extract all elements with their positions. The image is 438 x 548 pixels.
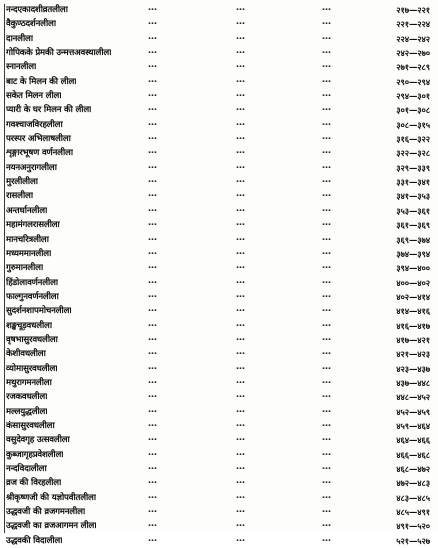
dot-leader: … xyxy=(148,261,158,272)
entry-title: मध्यममानलीला xyxy=(6,248,52,259)
dot-leader: … xyxy=(322,218,332,229)
dot-leader: … xyxy=(236,146,246,157)
entry-title: नयनअनुरागलीला xyxy=(6,162,57,173)
entry-page-range: ४८३—४८५ xyxy=(396,492,430,503)
dot-leader: … xyxy=(148,3,158,13)
entry-page-range: ४९१—५२० xyxy=(396,521,430,532)
entry-title: रासलीला xyxy=(6,191,33,202)
dot-leader: … xyxy=(148,132,158,143)
dot-leader: … xyxy=(322,175,332,186)
entry-title: केशीवधलीला xyxy=(6,349,46,360)
dot-leader: … xyxy=(148,103,158,114)
dot-leader: … xyxy=(236,89,246,100)
dot-leader: … xyxy=(148,519,158,530)
toc-entry xyxy=(6,132,434,146)
dot-leader: … xyxy=(236,347,246,358)
dot-leader: … xyxy=(236,462,246,472)
dot-leader: … xyxy=(322,3,332,13)
dot-leader: … xyxy=(148,74,158,85)
entry-title: कंसासुरवधलीला xyxy=(6,420,55,431)
entry-page-range: ३२२—३२८ xyxy=(396,148,430,159)
dot-leader: … xyxy=(236,390,246,401)
toc-entry xyxy=(6,204,434,218)
toc-entry xyxy=(6,89,434,103)
dot-leader: … xyxy=(322,160,332,171)
toc-entry xyxy=(6,60,434,74)
entry-page-range: ४६८—४७२ xyxy=(396,464,430,474)
dot-leader: … xyxy=(148,505,158,516)
dot-leader: … xyxy=(148,232,158,243)
entry-title: उद्धवकी विदालीला xyxy=(6,535,63,546)
entry-page-range: ४५९—४६४ xyxy=(396,420,430,431)
dot-leader: … xyxy=(148,332,158,343)
dot-leader: … xyxy=(236,103,246,114)
entry-page-range: ४८५—४९१ xyxy=(396,507,430,518)
dot-leader: … xyxy=(236,318,246,329)
toc-entry xyxy=(6,462,434,476)
dot-leader: … xyxy=(148,318,158,329)
dot-leader: … xyxy=(322,103,332,114)
entry-title: मुरलीलीला xyxy=(6,177,38,188)
toc-entry xyxy=(6,276,434,290)
toc-entry xyxy=(6,75,434,89)
entry-page-range: ३१६—३२२ xyxy=(396,134,430,145)
entry-page-range: ३६१—३६९ xyxy=(396,220,430,231)
toc-entry xyxy=(6,46,434,60)
dot-leader: … xyxy=(148,146,158,157)
entry-title: मानचरित्रलीला xyxy=(6,234,49,245)
dot-leader: … xyxy=(236,117,246,128)
entry-title: गवश्चाजविरहलीला xyxy=(6,119,63,130)
dot-leader: … xyxy=(148,189,158,200)
entry-page-range: ३६९—३७४ xyxy=(396,234,430,245)
entry-page-range: ४६४—४६६ xyxy=(396,435,430,446)
dot-leader: … xyxy=(148,347,158,358)
toc-entry xyxy=(6,17,434,31)
entry-title: रजकवधलीला xyxy=(6,392,48,403)
entry-title: फाल्गुनवर्णनलीला xyxy=(6,291,59,302)
toc-entry xyxy=(6,534,434,548)
entry-title: व्योमासुरवधलीला xyxy=(6,363,58,374)
entry-title: नन्दएकादशीव्रतलीला xyxy=(6,5,68,15)
toc-entry xyxy=(6,118,434,132)
dot-leader: … xyxy=(322,146,332,157)
toc-entry xyxy=(6,333,434,347)
toc-entry xyxy=(6,103,434,117)
toc-entry xyxy=(6,218,434,232)
entry-title: प्यारी के घर मिलन की लीला xyxy=(6,105,92,116)
page-edge-line xyxy=(4,4,5,533)
toc-entry xyxy=(6,405,434,419)
toc-entry xyxy=(6,433,434,447)
dot-leader: … xyxy=(236,275,246,286)
dot-leader: … xyxy=(322,304,332,315)
dot-leader: … xyxy=(236,232,246,243)
toc-entry xyxy=(6,261,434,275)
dot-leader: … xyxy=(322,375,332,386)
dot-leader: … xyxy=(148,447,158,458)
table-of-contents xyxy=(6,3,434,548)
dot-leader: … xyxy=(148,46,158,57)
dot-leader: … xyxy=(322,505,332,516)
entry-title: बाट के मिलन की लीला xyxy=(6,76,77,87)
entry-page-range: ३७४—३९४ xyxy=(396,248,430,259)
entry-title: सकेत मिलन लीला xyxy=(6,91,62,102)
toc-entry xyxy=(6,189,434,203)
dot-leader: … xyxy=(236,404,246,415)
dot-leader: … xyxy=(236,289,246,300)
entry-page-range: ३३१—३४१ xyxy=(396,177,430,188)
entry-title: वैकुण्ठदर्शनलीला xyxy=(6,19,56,30)
dot-leader: … xyxy=(236,490,246,501)
dot-leader: … xyxy=(322,46,332,57)
dot-leader: … xyxy=(236,31,246,42)
dot-leader: … xyxy=(148,304,158,315)
dot-leader: … xyxy=(148,89,158,100)
dot-leader: … xyxy=(236,17,246,28)
entry-title: श्रीकृष्णजी की यज्ञोपवीतलीला xyxy=(6,492,96,503)
dot-leader: … xyxy=(148,175,158,186)
dot-leader: … xyxy=(148,246,158,257)
dot-leader: … xyxy=(148,289,158,300)
toc-entry xyxy=(6,519,434,533)
toc-entry xyxy=(6,448,434,462)
entry-title: महामंगलरासलीला xyxy=(6,220,60,231)
dot-leader: … xyxy=(322,132,332,143)
entry-title: शङ्खचूड़वधलीला xyxy=(6,320,52,331)
dot-leader: … xyxy=(148,31,158,42)
toc-entry xyxy=(6,390,434,404)
entry-title: नन्दविदालीला xyxy=(6,464,47,474)
dot-leader: … xyxy=(322,519,332,530)
entry-title: हिंडोलावर्णनलीला xyxy=(6,277,58,288)
dot-leader: … xyxy=(236,203,246,214)
dot-leader: … xyxy=(148,218,158,229)
dot-leader: … xyxy=(322,275,332,286)
entry-page-range: ३५३—३६१ xyxy=(396,205,430,216)
dot-leader: … xyxy=(322,347,332,358)
dot-leader: … xyxy=(148,462,158,472)
dot-leader: … xyxy=(148,361,158,372)
entry-title: गुरुमानलीला xyxy=(6,263,44,274)
toc-entry xyxy=(6,476,434,490)
entry-title: सुदर्शनशापमोचनलीला xyxy=(6,306,72,317)
entry-page-range: २२४—२४२ xyxy=(396,33,430,44)
dot-leader: … xyxy=(322,117,332,128)
dot-leader: … xyxy=(148,476,158,487)
entry-page-range: ४०२—४१४ xyxy=(396,291,430,302)
toc-entry xyxy=(6,175,434,189)
dot-leader: … xyxy=(236,160,246,171)
entry-page-range: ४१६—४१७ xyxy=(396,320,430,331)
dot-leader: … xyxy=(148,60,158,71)
dot-leader: … xyxy=(236,46,246,57)
dot-leader: … xyxy=(236,361,246,372)
dot-leader: … xyxy=(322,289,332,300)
entry-page-range: ४२१—४२३ xyxy=(396,349,430,360)
dot-leader: … xyxy=(236,218,246,229)
dot-leader: … xyxy=(236,175,246,186)
toc-entry xyxy=(6,362,434,376)
dot-leader: … xyxy=(236,3,246,13)
dot-leader: … xyxy=(148,433,158,444)
dot-leader: … xyxy=(322,189,332,200)
dot-leader: … xyxy=(148,418,158,429)
dot-leader: … xyxy=(236,519,246,530)
dot-leader: … xyxy=(322,476,332,487)
dot-leader: … xyxy=(322,533,332,544)
dot-leader: … xyxy=(148,490,158,501)
toc-entry xyxy=(6,505,434,519)
dot-leader: … xyxy=(322,232,332,243)
dot-leader: … xyxy=(322,418,332,429)
toc-entry xyxy=(6,161,434,175)
entry-title: परस्पर अभिलाषलीला xyxy=(6,134,71,145)
entry-page-range: २१७—२२१ xyxy=(396,5,430,15)
dot-leader: … xyxy=(322,203,332,214)
dot-leader: … xyxy=(236,60,246,71)
entry-title: उद्धवजी की व्रजगमनलीला xyxy=(6,507,85,518)
entry-title: गोपिकके प्रेमकी उन्मत्तअवस्थालीला xyxy=(6,48,112,59)
entry-page-range: ४४८—४५२ xyxy=(396,392,430,403)
entry-title: वसुदेवगृह उत्सवलीला xyxy=(6,435,70,446)
dot-leader: … xyxy=(236,433,246,444)
dot-leader: … xyxy=(322,17,332,28)
entry-title: स्नानलीला xyxy=(6,62,37,73)
entry-title: व्रज की विरहलीला xyxy=(6,478,62,489)
entry-title: उद्धवजी का व्रजआगमन लीला xyxy=(6,521,97,532)
toc-entry xyxy=(6,32,434,46)
entry-page-range: ४६६—४६८ xyxy=(396,449,430,460)
toc-entry xyxy=(6,491,434,505)
dot-leader: … xyxy=(148,375,158,386)
dot-leader: … xyxy=(236,74,246,85)
entry-page-range: २४२—२७० xyxy=(396,48,430,59)
entry-title: शृङ्गारभूषण वर्णनलीला xyxy=(6,148,73,159)
toc-entry xyxy=(6,319,434,333)
entry-page-range: ५२१—५२७ xyxy=(396,535,430,546)
dot-leader: … xyxy=(322,390,332,401)
dot-leader: … xyxy=(322,261,332,272)
entry-page-range: २९४—३०१ xyxy=(396,91,430,102)
dot-leader: … xyxy=(322,246,332,257)
dot-leader: … xyxy=(236,505,246,516)
entry-page-range: ४७२—४८३ xyxy=(396,478,430,489)
dot-leader: … xyxy=(322,60,332,71)
entry-title: मथुरागमनलीला xyxy=(6,377,52,388)
entry-page-range: २९०—२९४ xyxy=(396,76,430,87)
toc-entry xyxy=(6,247,434,261)
toc-entry xyxy=(6,347,434,361)
entry-page-range: ४१४—४१६ xyxy=(396,306,430,317)
dot-leader: … xyxy=(236,375,246,386)
dot-leader: … xyxy=(148,160,158,171)
toc-entry xyxy=(6,3,434,17)
entry-page-range: ४५२—४५९ xyxy=(396,406,430,417)
dot-leader: … xyxy=(236,261,246,272)
entry-page-range: ३४१—३५३ xyxy=(396,191,430,202)
entry-page-range: ४१७—४२१ xyxy=(396,334,430,345)
dot-leader: … xyxy=(322,490,332,501)
dot-leader: … xyxy=(322,318,332,329)
entry-page-range: ३०८—३१५ xyxy=(396,119,430,130)
entry-title: वृषभासुरवधलीला xyxy=(6,334,58,345)
entry-page-range: ३९४—४०० xyxy=(396,263,430,274)
dot-leader: … xyxy=(236,132,246,143)
dot-leader: … xyxy=(322,404,332,415)
dot-leader: … xyxy=(322,462,332,472)
entry-page-range: ४२३—४३७ xyxy=(396,363,430,374)
toc-entry xyxy=(6,376,434,390)
entry-title: मल्लयुद्धलीला xyxy=(6,406,48,417)
dot-leader: … xyxy=(322,89,332,100)
dot-leader: … xyxy=(148,404,158,415)
toc-entry xyxy=(6,290,434,304)
dot-leader: … xyxy=(148,203,158,214)
dot-leader: … xyxy=(236,533,246,544)
dot-leader: … xyxy=(148,17,158,28)
dot-leader: … xyxy=(322,332,332,343)
dot-leader: … xyxy=(236,304,246,315)
entry-page-range: ३२९—३३९ xyxy=(396,162,430,173)
entry-title: दानलीला xyxy=(6,33,33,44)
dot-leader: … xyxy=(236,476,246,487)
entry-page-range: २७१—२८९ xyxy=(396,62,430,73)
dot-leader: … xyxy=(236,332,246,343)
entry-title: कुब्जागृहप्रवेशलीला xyxy=(6,449,64,460)
entry-page-range: ४३७—४४८ xyxy=(396,377,430,388)
toc-entry xyxy=(6,146,434,160)
toc-entry xyxy=(6,233,434,247)
toc-entry xyxy=(6,419,434,433)
entry-page-range: ४००—४०२ xyxy=(396,277,430,288)
entry-page-range: २२१—२२४ xyxy=(396,19,430,30)
dot-leader: … xyxy=(148,117,158,128)
dot-leader: … xyxy=(236,189,246,200)
toc-entry xyxy=(6,304,434,318)
entry-page-range: ३०१—३०८ xyxy=(396,105,430,116)
dot-leader: … xyxy=(322,433,332,444)
entry-title: अन्तर्धानलीला xyxy=(6,205,48,216)
dot-leader: … xyxy=(236,447,246,458)
dot-leader: … xyxy=(322,74,332,85)
dot-leader: … xyxy=(236,246,246,257)
dot-leader: … xyxy=(322,361,332,372)
dot-leader: … xyxy=(148,275,158,286)
dot-leader: … xyxy=(322,447,332,458)
dot-leader: … xyxy=(236,418,246,429)
dot-leader: … xyxy=(148,533,158,544)
dot-leader: … xyxy=(322,31,332,42)
dot-leader: … xyxy=(148,390,158,401)
